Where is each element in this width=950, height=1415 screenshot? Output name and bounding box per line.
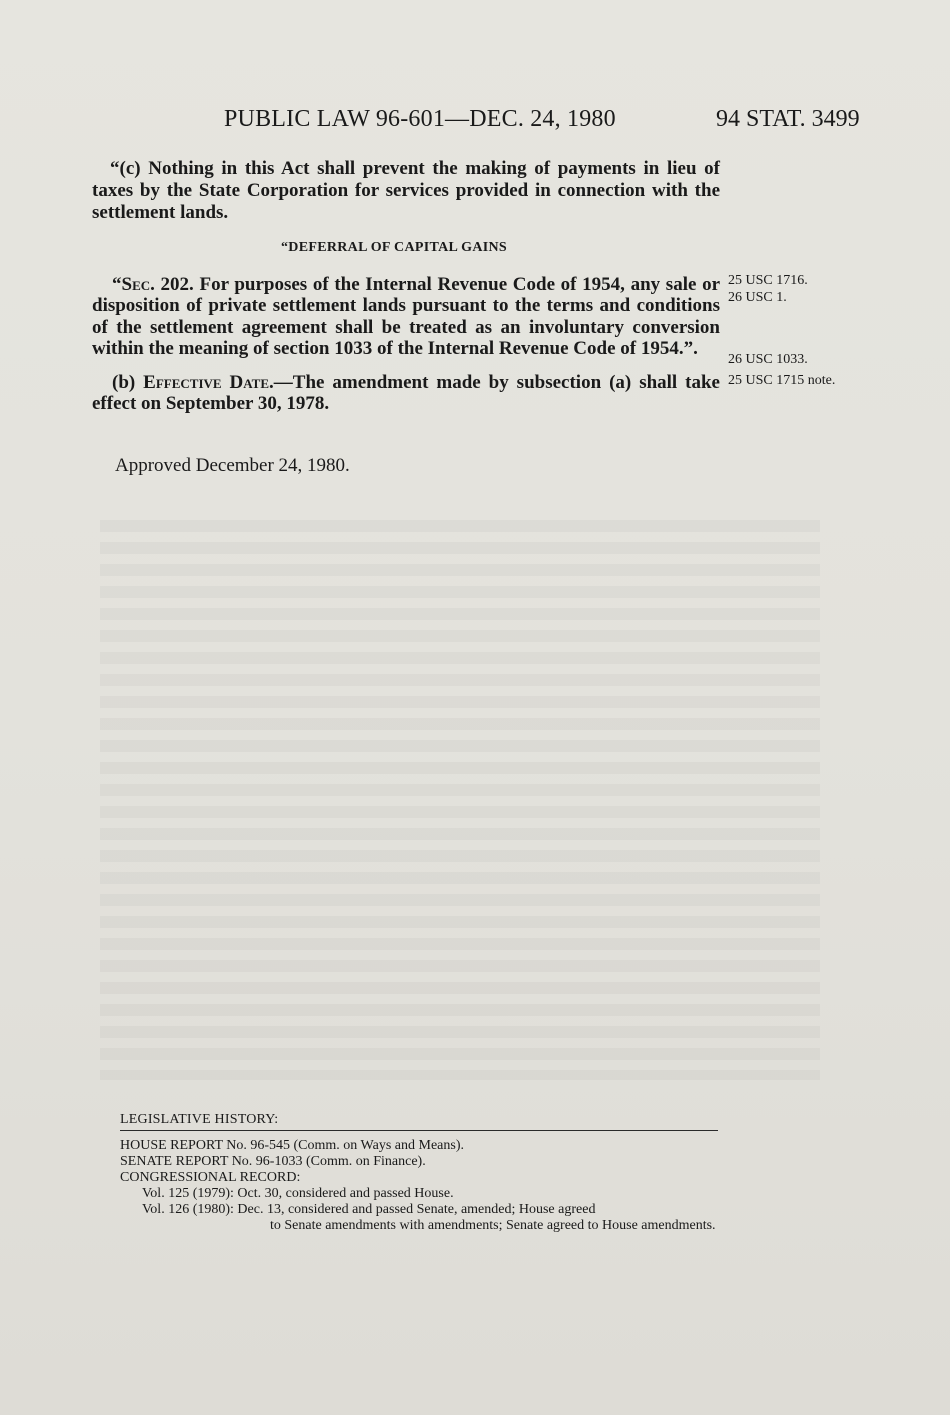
margin-note-25-usc-1715: 25 USC 1715 note. bbox=[728, 373, 836, 388]
section-202-open-quote: “ bbox=[112, 274, 122, 295]
approval-date: Approved December 24, 1980. bbox=[115, 455, 350, 476]
effective-date-text: .—The amendment made by subsection (a) shall take effect on September 30, 1978. bbox=[92, 372, 720, 414]
vol-125-line: Vol. 125 (1979): Oct. 30, considered and passed House. bbox=[142, 1186, 454, 1201]
page-header-stat: 94 STAT. 3499 bbox=[716, 106, 860, 132]
house-report-line: HOUSE REPORT No. 96-545 (Comm. on Ways and Means). bbox=[120, 1138, 465, 1153]
vol-126-line-2: to Senate amendments with amendments; Senate agreed to House amendments. bbox=[270, 1218, 716, 1233]
subsection-c-paragraph bbox=[92, 158, 720, 224]
margin-note-26-usc-1033: 26 USC 1033. bbox=[728, 352, 808, 367]
legislative-history-heading: LEGISLATIVE HISTORY: bbox=[120, 1112, 718, 1131]
effective-date-label: Effective Date bbox=[143, 372, 270, 393]
section-202-paragraph bbox=[92, 274, 720, 359]
section-heading-deferral: “DEFERRAL OF CAPITAL GAINS bbox=[281, 240, 507, 255]
section-202-sec-word: Sec. bbox=[121, 274, 155, 295]
subsection-c-text: “(c) Nothing in this Act shall prevent the making of payments in lieu of taxes by the State Corporation for services provided in connection with the settlement lands. bbox=[92, 158, 720, 223]
bleed-through-text bbox=[100, 520, 820, 1080]
effective-date-paragraph bbox=[92, 372, 720, 414]
margin-note-26-usc-1: 26 USC 1. bbox=[728, 290, 787, 305]
legislative-history-body bbox=[120, 1138, 720, 1234]
margin-note-25-usc-1716: 25 USC 1716. bbox=[728, 273, 808, 288]
effective-date-label-open: (b) bbox=[112, 372, 144, 393]
congressional-record-line: CONGRESSIONAL RECORD: bbox=[120, 1170, 301, 1185]
senate-report-line: SENATE REPORT No. 96-1033 (Comm. on Finance). bbox=[120, 1154, 426, 1169]
page-header-title: PUBLIC LAW 96-601—DEC. 24, 1980 bbox=[224, 106, 616, 132]
vol-126-line-1: Vol. 126 (1980): Dec. 13, considered and passed Senate, amended; House agreed bbox=[142, 1202, 596, 1217]
section-202-text: 202. For purposes of the Internal Revenue Code of 1954, any sale or disposition of private settlement lands pursuant to the terms and conditions of the settlement agreement shall be treated as an involuntary conversion within the meaning of section 1033 of the Internal Revenue Code of 1954.”. bbox=[92, 274, 720, 359]
